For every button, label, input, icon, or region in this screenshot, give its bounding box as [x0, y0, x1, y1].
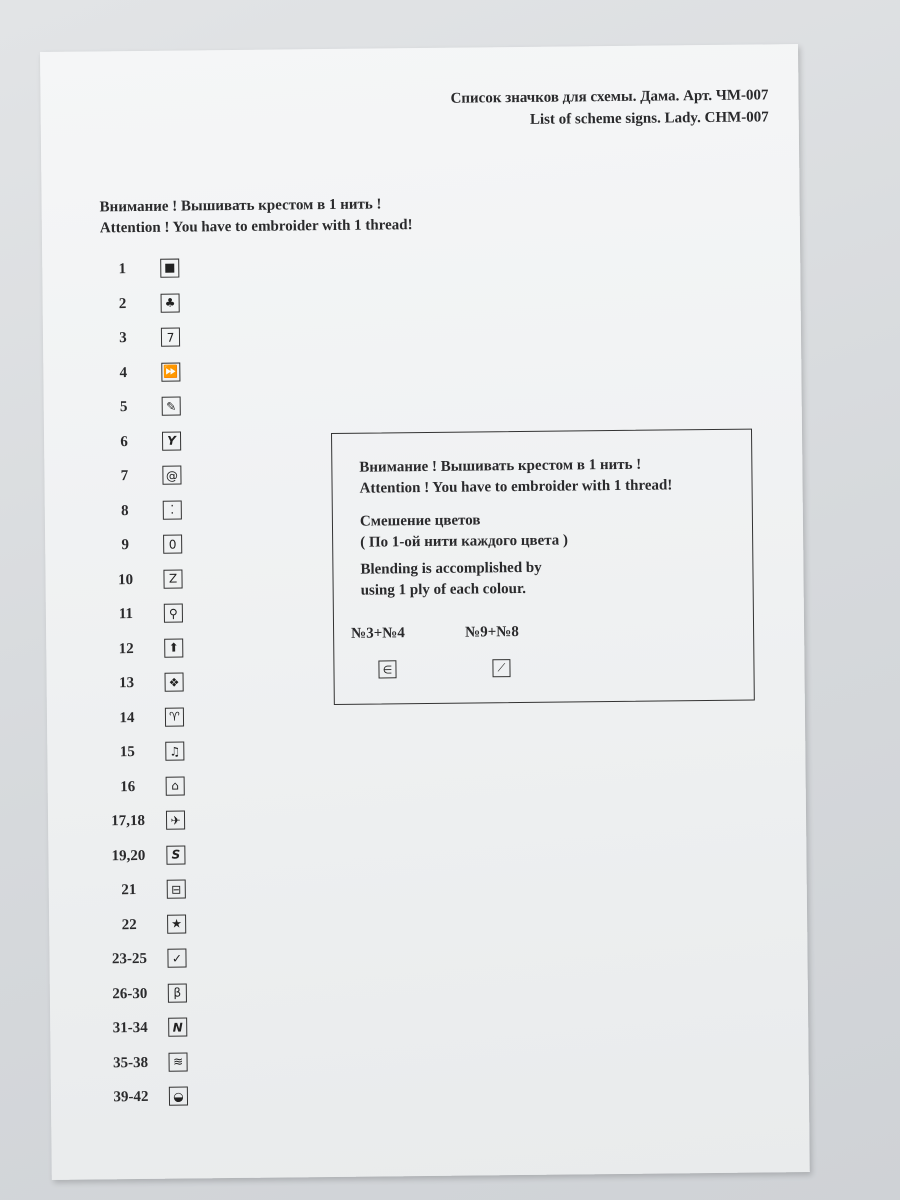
symbol-row [98, 599, 218, 635]
symbol-row [100, 772, 220, 808]
blend-line-2: using 1 ply of each colour. [360, 580, 527, 599]
bell-icon: ⌂ [166, 776, 185, 795]
symbol-number: 7 [120, 468, 129, 485]
symbol-number: 14 [119, 709, 135, 726]
zero-slant-icon: 0 [163, 535, 182, 554]
page-title [450, 84, 768, 131]
symbol-number: 1 [118, 261, 127, 278]
aries-icon: ♈ [165, 707, 184, 726]
filled-square-icon [160, 259, 179, 278]
mix-title: Смешение цветов [359, 512, 481, 530]
box-attention-en: Attention ! You have to embroider with 1 thread! [359, 477, 673, 497]
fast-forward-icon: ⏩ [161, 362, 180, 381]
symbol-number: 39-42 [113, 1088, 149, 1106]
paper-sheet [40, 44, 810, 1180]
symbol-number: 2 [118, 295, 127, 312]
arrow-up-icon: ⬆ [164, 638, 183, 657]
blend-line-1: Blending is accomplished by [360, 559, 542, 578]
symbol-number: 17,18 [111, 812, 146, 830]
symbol-row [94, 289, 214, 325]
letter-y-icon: Y [162, 431, 181, 450]
half-circle-icon: ◒ [169, 1087, 188, 1106]
symbol-row [101, 910, 221, 946]
combo-label-2: №9+№8 [465, 624, 519, 641]
letter-s-icon: S [166, 845, 185, 864]
symbol-number: 3 [119, 330, 127, 347]
attention-en: Attention ! You have to embroider with 1 thread! [99, 217, 413, 237]
mix-note: ( По 1-ой нити каждого цвета ) [360, 532, 569, 551]
symbol-row [96, 427, 216, 463]
box-attention-ru: Внимание ! Вышивать крестом в 1 нить ! [359, 456, 642, 476]
symbol-row [102, 1048, 222, 1084]
blending-box [331, 429, 755, 705]
attention-note [100, 194, 413, 239]
symbol-number: 31-34 [112, 1019, 148, 1037]
box-mix [360, 509, 568, 553]
symbol-row [97, 565, 217, 601]
symbol-number: 23-25 [111, 950, 148, 968]
symbol-number: 5 [119, 399, 128, 416]
plane-icon: ✈ [166, 811, 185, 830]
symbol-row [97, 496, 217, 532]
symbol-number: 9 [121, 537, 130, 554]
waves-icon: ≋ [168, 1052, 187, 1071]
club-icon: ♣ [161, 293, 180, 312]
key-icon: ⚲ [164, 604, 183, 623]
symbol-row [102, 979, 222, 1015]
title-ru: Список значков для схемы. Дама. Арт. ЧМ-007 [450, 87, 769, 107]
symbol-number: 15 [119, 744, 135, 761]
star-icon: ★ [167, 914, 186, 933]
symbol-row [100, 841, 220, 877]
symbol-row [101, 875, 221, 911]
symbol-row [98, 668, 218, 704]
symbol-row [103, 1082, 223, 1118]
symbol-number: 13 [119, 675, 135, 692]
symbol-number: 16 [120, 778, 136, 795]
box-attention [359, 454, 672, 499]
symbol-number: 8 [120, 502, 129, 519]
symbol-row [95, 358, 215, 394]
title-en: List of scheme signs. Lady. CHM-007 [529, 109, 769, 128]
symbol-number: 19,20 [111, 847, 146, 864]
attention-ru: Внимание ! Вышивать крестом в 1 нить ! [99, 196, 382, 216]
seven-icon: 7 [161, 328, 180, 347]
symbol-row [101, 944, 221, 980]
symbol-number: 12 [118, 640, 134, 657]
symbol-list [94, 254, 223, 1118]
beta-icon: β [168, 983, 187, 1002]
check-icon: ✓ [167, 949, 186, 968]
symbol-row [96, 392, 216, 428]
symbol-row [102, 1013, 222, 1049]
symbol-number: 21 [121, 882, 137, 899]
symbol-number: 22 [121, 916, 137, 933]
music-note-icon: ♫ [165, 742, 184, 761]
two-dots-icon: ⁚ [163, 500, 182, 519]
symbol-row [98, 634, 218, 670]
combo-label-1: №3+№4 [351, 625, 405, 642]
pencil-icon: ✎ [162, 397, 181, 416]
symbol-number: 4 [119, 364, 128, 381]
symbol-row [99, 703, 219, 739]
letter-z-icon: Z [163, 569, 182, 588]
symbol-number: 35-38 [113, 1054, 149, 1071]
needle-icon: ⟋ [492, 659, 510, 677]
bar-icon: ⊟ [167, 880, 186, 899]
letter-n-icon: N [168, 1018, 187, 1037]
at-sign-icon: @ [162, 466, 181, 485]
symbol-row [97, 530, 217, 566]
symbol-row [100, 806, 220, 842]
symbol-number: 10 [117, 571, 134, 588]
box-blend [360, 558, 542, 602]
symbol-row [99, 737, 219, 773]
symbol-number: 26-30 [112, 985, 148, 1002]
element-of-icon: ∈ [378, 660, 396, 678]
symbol-number: 6 [120, 433, 128, 450]
diamond-dots-icon: ❖ [165, 673, 184, 692]
symbol-number: 11 [118, 606, 134, 623]
symbol-row [94, 254, 214, 290]
symbol-row [96, 461, 216, 497]
symbol-row [95, 323, 215, 359]
